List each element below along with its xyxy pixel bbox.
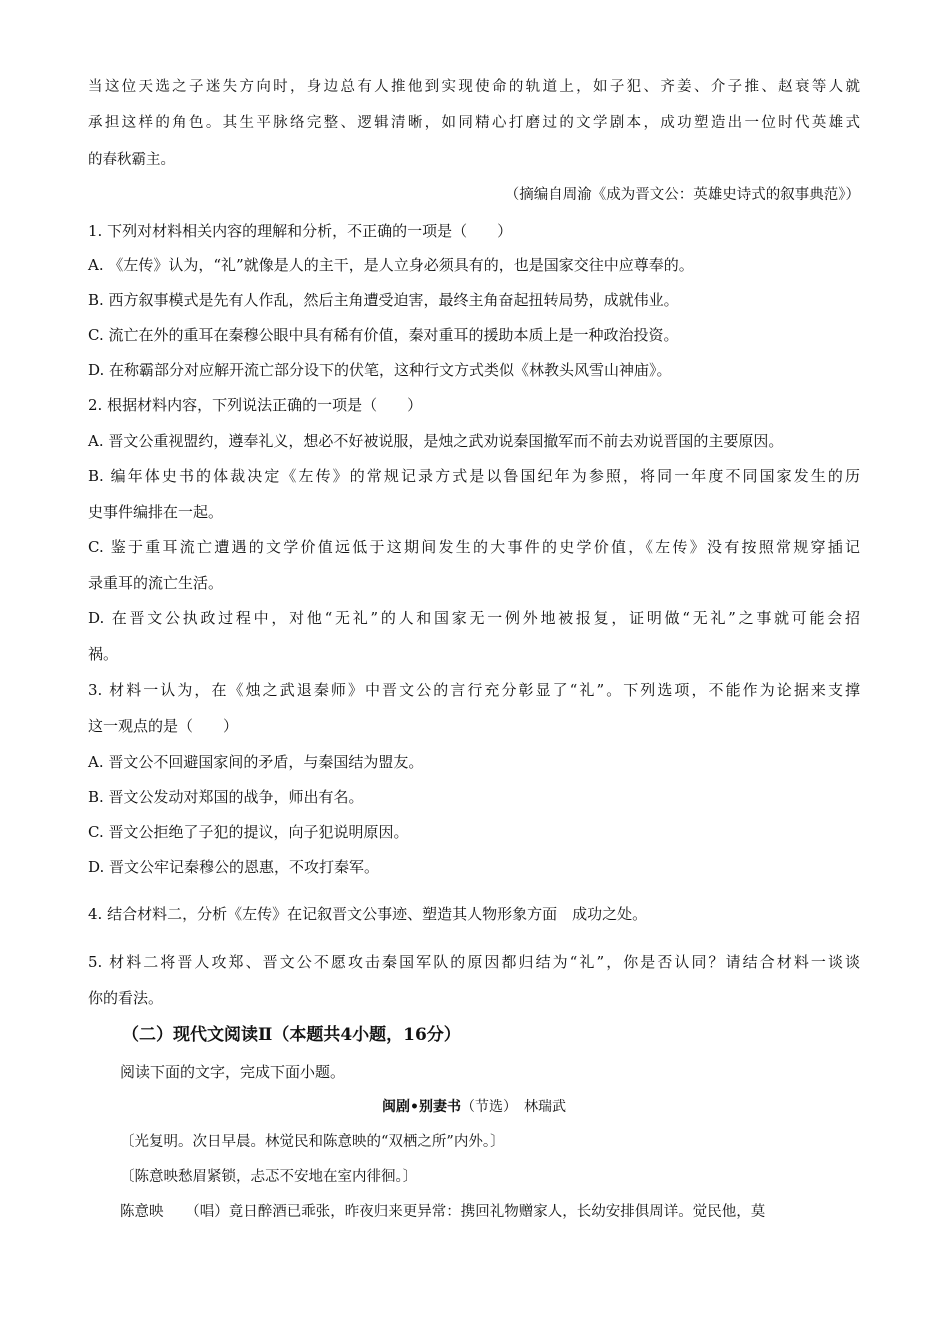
question-1-option-d: D. 在称霸部分对应解开流亡部分设下的伏笔，这种行文方式类似《林教头风雪山神庙》。: [88, 361, 672, 379]
question-5-stem: 5. 材料二将晋人攻郑、晋文公不愿攻击秦国军队的原因都归结为“礼”，你是否认同？请结合材料一谈谈: [88, 953, 860, 971]
question-1-option-a: A. 《左传》认为，“礼”就像是人的主干，是人立身必须具有的，也是国家交往中应尊奉的。: [88, 256, 694, 274]
dialogue-text: （唱）竟日醉酒已乖张，昨夜归来更异常：携回礼物赠家人，长幼安排俱周详。觉民他，莫: [185, 1204, 766, 1220]
question-2-option-a: A. 晋文公重视盟约，遵奉礼义，想必不好被说服，是烛之武劝说秦国撤军而不前去劝说晋国的主要原因。: [88, 432, 784, 450]
question-3-option-d: D. 晋文公牢记秦穆公的恩惠，不攻打秦军。: [88, 858, 380, 876]
question-2-stem: 2. 根据材料内容，下列说法正确的一项是（ ）: [88, 396, 423, 414]
passage-line: 的春秋霸主。: [88, 152, 175, 168]
question-4-stem: 4. 结合材料二，分析《左传》在记叙晋文公事迹、塑造其人物形象方面 成功之处。: [88, 905, 648, 923]
question-5-stem-cont: 你的看法。: [88, 989, 164, 1007]
dialogue-line: [120, 1202, 860, 1222]
stage-direction: 〔光复明。次日早晨。林觉民和陈意映的“双栖之所”内外。〕: [120, 1134, 505, 1150]
speaker-name: 陈意映: [120, 1204, 164, 1220]
section-title: （二）现代文阅读Ⅱ（本题共4小题，16分）: [122, 1025, 461, 1045]
work-heading: [88, 1097, 860, 1117]
passage-source: （摘编自周渝《成为晋文公：英雄史诗式的叙事典范》）: [504, 187, 860, 203]
question-3-option-a: A. 晋文公不回避国家间的矛盾，与秦国结为盟友。: [88, 753, 424, 771]
section-instruction: 阅读下面的文字，完成下面小题。: [120, 1063, 346, 1081]
question-3-stem: 3. 材料一认为，在《烛之武退秦师》中晋文公的言行充分彰显了“礼”。下列选项，不能作为论据来支撑: [88, 681, 860, 699]
question-2-option-c: C. 鉴于重耳流亡遭遇的文学价值远低于这期间发生的大事件的史学价值，《左传》没有按照常规穿插记: [88, 538, 860, 556]
question-3-stem-cont: 这一观点的是（ ）: [88, 717, 239, 735]
work-note: （节选）: [460, 1099, 510, 1115]
work-author: 林瑞武: [523, 1099, 566, 1115]
question-2-option-d-cont: 祸。: [88, 645, 119, 663]
work-title: 闽剧•别妻书: [382, 1099, 461, 1115]
question-3-option-b: B. 晋文公发动对郑国的战争，师出有名。: [88, 788, 364, 806]
question-2-option-c-cont: 录重耳的流亡生活。: [88, 574, 224, 592]
question-2-option-b-cont: 史事件编排在一起。: [88, 503, 224, 521]
question-1-stem: 1. 下列对材料相关内容的理解和分析，不正确的一项是（ ）: [88, 222, 513, 240]
question-2-option-b: B. 编年体史书的体裁决定《左传》的常规记录方式是以鲁国纪年为参照，将同一年度不同国家发生的历: [88, 467, 860, 485]
passage-line: 当这位天选之子迷失方向时，身边总有人推他到实现使命的轨道上，如子犯、齐姜、介子推、赵衰等人就: [88, 79, 860, 95]
passage-line: 承担这样的角色。其生平脉络完整、逻辑清晰，如同精心打磨过的文学剧本，成功塑造出一位时代英雄式: [88, 115, 860, 131]
question-2-option-d: D. 在晋文公执政过程中，对他“无礼”的人和国家无一例外地被报复，证明做“无礼”之事就可能会招: [88, 609, 860, 627]
question-1-option-b: B. 西方叙事模式是先有人作乱，然后主角遭受迫害，最终主角奋起扭转局势，成就伟业。: [88, 291, 679, 309]
question-1-option-c: C. 流亡在外的重耳在秦穆公眼中具有稀有价值，秦对重耳的援助本质上是一种政治投资。: [88, 326, 679, 344]
question-3-option-c: C. 晋文公拒绝了子犯的提议，向子犯说明原因。: [88, 823, 409, 841]
stage-direction: 〔陈意映愁眉紧锁，忐忑不安地在室内徘徊。〕: [120, 1169, 418, 1185]
